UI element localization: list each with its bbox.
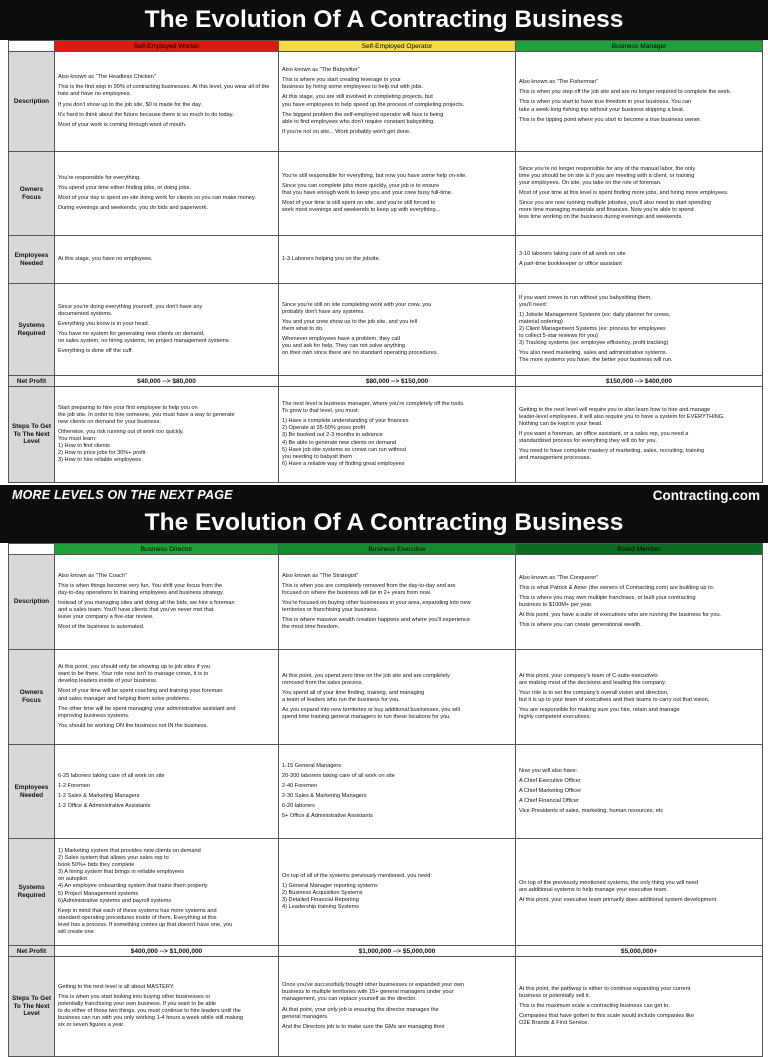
- table-cell: [55, 236, 279, 284]
- cell-paragraph: This is where massive wealth creation happens and where you'll experience the most time freedom.: [282, 617, 470, 631]
- cell-paragraph: Keep in mind that each of these systems has more systems and standard operating procedures inside of them. Everything at this level has a process. If something comes up that doesn't have one, you will create one.: [58, 907, 233, 935]
- cell-paragraph: On top of all of the systems previously mentioned, you need:: [282, 872, 432, 879]
- column-header: Business Director: [55, 544, 279, 555]
- table-cell: [516, 745, 763, 839]
- cell-paragraph: Your role is to set the company's overall vision and direction, but it is up to your team of executives and their teams to carry out that vision.: [519, 689, 710, 703]
- row-label: Systems Required: [9, 839, 55, 946]
- cell-paragraph: At this point, your company's team of C-suite executives are making most of the decisions and leading the company.: [519, 672, 666, 686]
- cell-paragraph: A part-time bookkeeper or office assistant: [519, 261, 622, 267]
- cell-paragraph: You're responsible for everything.: [58, 174, 141, 181]
- cell-paragraph: Everything is done off the cuff.: [58, 348, 134, 355]
- steps-label: Steps To Get To The Next Level: [9, 387, 55, 483]
- column-header: Self-Employed Worker: [55, 41, 279, 52]
- cell-paragraph: The next level is business manager, where you're completely off the tools. To grow to that level, you must:: [282, 401, 465, 415]
- cell-paragraph: Since you're still on site completing work with your crew, you probably don't have any systems.: [282, 301, 432, 315]
- cell-paragraph: As you expand into new territories or buy additional businesses, you will spend time training general managers to run these locations for you.: [282, 707, 460, 721]
- cell-paragraph: You're focused on buying other businesses in your area, expanding into new territories or franchising your business.: [282, 599, 471, 614]
- cell-paragraph: You and your crew show up to the job site, and you tell them what to do.: [282, 318, 418, 332]
- cell-paragraph: At this point, you spend zero time on the job site and are completely removed from the sales process.: [282, 672, 450, 686]
- more-levels-note: MORE LEVELS ON THE NEXT PAGE: [12, 488, 233, 502]
- cell-paragraph: If you don't show up to the job site, $0 is made for the day.: [58, 101, 203, 108]
- cell-paragraph: At this stage, you have no employees.: [58, 255, 153, 262]
- cell-paragraph: Otherwise, you risk running out of work too quickly. You must learn: 1) How to find clients 2) How to price jobs for 30%+ profit 3) How to hire reliable employees: [58, 428, 184, 464]
- footer-bar: [0, 485, 768, 505]
- cell-paragraph: Getting to the next level will require you to also learn how to hire and manage leader-level employees. It will also require you to have a system for EVERYTHING. Nothing can be kept in your head.: [519, 406, 725, 427]
- table-cell: [516, 284, 763, 376]
- table-cell: [279, 839, 516, 946]
- cell-paragraph: Most of the business is automated.: [58, 624, 145, 631]
- cell-paragraph: If you want crews to run without you babysitting them, you'll need:: [519, 294, 652, 308]
- cell-paragraph: This is when you start looking into buying other businesses or potentially franchising your own business. If you want to be able to do either of those two things, you must continue to hire leaders until the business can run with you only working 1-4 hours a week while still making six or seven figures a year.: [58, 993, 243, 1029]
- steps-cell: [516, 387, 763, 483]
- table-cell: [279, 52, 516, 152]
- column-header: Business Manager: [516, 41, 763, 52]
- cell-paragraph: A Chief Marketing Officer: [519, 787, 582, 794]
- table-cell: [516, 839, 763, 946]
- cell-paragraph: Most of your time will be spent coaching and training your foreman and sales manager and helping them solve problems.: [58, 688, 223, 702]
- cell-paragraph: A Chief Financial Officer: [519, 798, 579, 805]
- steps-label: Steps To Get To The Next Level: [9, 957, 55, 1057]
- table-cell: [55, 152, 279, 236]
- cell-paragraph: This is what Patrick & Amer (the owners of Contracting.com) are building up to.: [519, 584, 715, 591]
- net-profit-value: $5,000,000+: [516, 946, 763, 957]
- cell-paragraph: At this point, you have a suite of executives who are running the business for you.: [519, 612, 722, 619]
- levels-table-2: [8, 543, 763, 1057]
- cell-paragraph: If you're not on site... Work probably won't get done.: [282, 128, 411, 135]
- page-title: The Evolution Of A Contracting Business: [0, 0, 768, 40]
- table-cell: [55, 52, 279, 152]
- cell-paragraph: Most of your work is coming through word of mouth.: [58, 121, 187, 128]
- cell-paragraph: 6-20 laborers: [282, 803, 315, 810]
- row-label: Owners Focus: [9, 650, 55, 745]
- table-cell: [55, 745, 279, 839]
- steps-cell: [55, 957, 279, 1057]
- column-header: Board Member: [516, 544, 763, 555]
- cell-paragraph: On top of the previously mentioned systems, the only thing you will need are additional systems to help manage your executive team.: [519, 879, 699, 893]
- row-label: Employees Needed: [9, 745, 55, 839]
- table-cell: [279, 555, 516, 650]
- row-label: Systems Required: [9, 284, 55, 376]
- levels-table: [8, 40, 763, 483]
- cell-paragraph: You should be working ON the business not IN the business.: [58, 722, 208, 729]
- table-cell: [55, 839, 279, 946]
- table-cell: [516, 555, 763, 650]
- row-label: Description: [9, 52, 55, 152]
- level-sheet-page-2: [0, 503, 768, 1030]
- cell-paragraph: You also need marketing, sales and administrative systems. The more systems you have, the better your business will run.: [519, 350, 673, 364]
- cell-paragraph: Getting to the next level is all about MASTERY.: [58, 983, 175, 990]
- net-profit-label: Net Profit: [9, 946, 55, 957]
- cell-paragraph: If you want a foreman, an office assistant, or a sales rep, you need a standardized process for everything they will do for you.: [519, 430, 689, 445]
- brand-name: Contracting.com: [652, 487, 760, 503]
- page-title-2: The Evolution Of A Contracting Business: [0, 503, 768, 543]
- table-cell: [55, 284, 279, 376]
- cell-paragraph: Also known as "The Strategist": [282, 572, 359, 579]
- cell-paragraph: The other time will be spent managing your administrative assistant and improving business systems.: [58, 705, 236, 719]
- cell-paragraph: This is where you may own multiple franchises, or built your contracting business to $100M+ per year.: [519, 594, 696, 608]
- cell-paragraph: 20-300 laborers taking care of all work on site: [282, 772, 395, 779]
- table-cell: [279, 745, 516, 839]
- table-cell: [516, 152, 763, 236]
- cell-paragraph: This is when you start to have true freedom in your business. You can take a week-long fishing trip without your business skipping a beat.: [519, 99, 692, 113]
- cell-paragraph: Once you've successfully bought other businesses or expanded your own business to multiple territories with 15+ general managers under your management, you can replace yourself as the director.: [282, 982, 465, 1003]
- cell-paragraph: Also known as "The Fisherman": [519, 79, 599, 86]
- cell-paragraph: Also known as "The Conquerer": [519, 574, 599, 581]
- cell-paragraph: You need to have complete mastery of marketing, sales, recruiting, training and management processes.: [519, 448, 705, 462]
- cell-paragraph: Since you are now running multiple jobsites, you'll also need to start spending more time managing materials and finances. Now you're able to spend less time working on the business during evenings and weekends.: [519, 200, 711, 221]
- cell-paragraph: 1-2 Office & Administrative Assistants: [58, 803, 151, 810]
- cell-paragraph: You're still responsible for everything, but now you have some help on-site.: [282, 172, 467, 179]
- table-cell: [516, 650, 763, 745]
- row-label: Owners Focus: [9, 152, 55, 236]
- cell-paragraph: Also known as "The Coach": [58, 572, 127, 579]
- steps-cell: [279, 387, 516, 483]
- cell-paragraph: Companies that have gotten to this scale would include companies like O2E Brands & First Service.: [519, 1013, 695, 1027]
- cell-paragraph: 1) General Manager reporting systems 2) Business Acquisition Systems 3) Detailed Financial Reporting 4) Leadership training Systems: [282, 882, 378, 911]
- cell-paragraph: At that point, your only job is ensuring the director manages the general managers.: [282, 1006, 439, 1020]
- cell-paragraph: 1-2 Foremen: [58, 782, 91, 789]
- table-cell: [279, 650, 516, 745]
- cell-paragraph: It's hard to think about the future because there is so much to do today.: [58, 111, 234, 118]
- cell-paragraph: This is where you start creating leverage in your business by hiring some employees to help out with jobs.: [282, 77, 424, 91]
- table-cell: [55, 650, 279, 745]
- cell-paragraph: At this point, you should only be showing up to job sites if you want to be there. Your role now isn't to manage crews, it is to develop leaders inside of your business.: [58, 664, 211, 685]
- net-profit-value: $150,000 --> $400,000: [516, 376, 763, 387]
- table-cell: [279, 284, 516, 376]
- steps-cell: [516, 957, 763, 1057]
- steps-cell: [279, 957, 516, 1057]
- cell-paragraph: Instead of you managing sites and doing all the bids, we hire a foreman and a sales team. You'll have clients that you've never met that leave your company a five-star review.: [58, 599, 235, 621]
- cell-paragraph: 1-2 Sales & Marketing Managers: [58, 793, 140, 799]
- cell-paragraph: This is when things become very fun. You shift your focus from the day-to-day operations to training employees and business strategy.: [58, 582, 224, 596]
- cell-paragraph: This is the tipping point where you start to become a true business owner.: [519, 116, 702, 123]
- cell-paragraph: Now you will also have:: [519, 767, 578, 774]
- cell-paragraph: A Chief Executive Officer: [519, 777, 581, 784]
- cell-paragraph: The biggest problem the self-employed operator will face is being able to find employees who don't require constant babysitting.: [282, 111, 444, 125]
- table-cell: [516, 236, 763, 284]
- column-header: Business Executive: [279, 544, 516, 555]
- cell-paragraph: 6-25 laborers taking care of all work on site: [58, 772, 165, 779]
- cell-paragraph: Most of your time is still spent on site, and you're still forced to work most evenings and weekends to keep up with everything...: [282, 200, 441, 214]
- cell-paragraph: 2-40 Foremen: [282, 782, 318, 789]
- cell-paragraph: This is where you can create generational wealth.: [519, 622, 642, 629]
- cell-paragraph: You are responsible for making sure you hire, retain and manage highly competent executives.: [519, 707, 680, 721]
- table-cell: [516, 52, 763, 152]
- cell-paragraph: 1) Jobsite Management Systems (ex: daily planner for crews, material ordering) 2) Client Management Systems (ex: process for employees to collect 5-star reviews for you) 3) Tracking systems (ex: employee efficiency, profit tracking): [519, 311, 671, 347]
- cell-paragraph: Most of your time at this level is spent finding more jobs, and hiring more employees.: [519, 189, 729, 196]
- cell-paragraph: Start preparing to hire your first employee to help you on the job site. In order to hire someone, you must have a way to generate new clients on demand for your business.: [58, 404, 235, 425]
- cell-paragraph: At this point, your executive team primarily does additional system development.: [519, 897, 718, 904]
- cell-paragraph: At this point, the pathway is either to continue expanding your current business or potentially sell it.: [519, 985, 691, 999]
- cell-paragraph: Everything you know is in your head.: [58, 320, 150, 327]
- net-profit-value: $80,000 --> $150,000: [279, 376, 516, 387]
- cell-paragraph: 1-3 Laborers helping you on the jobsite.: [282, 255, 381, 262]
- cell-paragraph: You have no system for generating new clients on demand, no sales system, no hiring systems, no project management systems.: [58, 331, 231, 345]
- table-cell: [279, 236, 516, 284]
- row-label: Description: [9, 555, 55, 650]
- column-header: Self-Employed Operator: [279, 41, 516, 52]
- cell-paragraph: 1) Have a complete understanding of your finances 2) Operate at 35-50% gross profit 3) Be booked out 2-3 months in advance 4) Be able to generate new clients on demand 5) Have job site systems so crews can run without you needing to babysit them 6) Have a reliable way of finding great employees: [282, 418, 409, 467]
- net-profit-value: $1,000,000 --> $5,000,000: [279, 946, 516, 957]
- cell-paragraph: You spend all of your time finding, training, and managing a team of leaders who run the business for you.: [282, 689, 425, 703]
- cell-paragraph: 5+ Office & Administrative Assistants: [282, 813, 373, 820]
- cell-paragraph: Since you can complete jobs more quickly, your job is to ensure that you have enough work to keep you and your crew busy full-time.: [282, 182, 453, 196]
- cell-paragraph: This is when you are completely removed from the day-to-day and are focused on where the business will be in 2+ years from now.: [282, 582, 456, 596]
- cell-paragraph: 3-10 laborers taking care of all work on site: [519, 250, 626, 257]
- cell-paragraph: This is the maximum scale a contracting business can get to.: [519, 1002, 670, 1009]
- cell-paragraph: 1) Marketing system that provides new clients on demand 2) Sales system that allows your sales rep to book 50%+ bids they complete 3) A hiring system that brings in reliable employees on autopilot 4) An employee onboarding system that trains them properly 5) Project Management systems 6)Administrative systems and payroll systems: [58, 848, 208, 904]
- cell-paragraph: And the Directors job is to make sure the GMs are managing their: [282, 1023, 445, 1030]
- cell-paragraph: 1-15 General Managers: [282, 762, 342, 769]
- cell-paragraph: Vice Presidents of sales, marketing, human resources, etc: [519, 808, 664, 815]
- cell-paragraph: This is the first step in 99% of contracting businesses. At this level, you wear all of the hats and have no employees.: [58, 84, 270, 98]
- cell-paragraph: Also known as "The Headless Chicken": [58, 74, 156, 81]
- header-corner: [9, 544, 55, 555]
- cell-paragraph: Whenever employees have a problem, they call you and ask for help. They can not solve anything on their own since there are no standard operating procedures.: [282, 336, 439, 357]
- level-sheet-page-1: [0, 0, 768, 503]
- header-corner: [9, 41, 55, 52]
- row-label: Employees Needed: [9, 236, 55, 284]
- table-cell: [279, 152, 516, 236]
- cell-paragraph: You spend your time either finding jobs, or doing jobs.: [58, 184, 191, 191]
- table-cell: [55, 555, 279, 650]
- cell-paragraph: 2-30 Sales & Marketing Managers: [282, 793, 367, 799]
- cell-paragraph: Since you're doing everything yourself, you don't have any documented systems.: [58, 303, 203, 317]
- cell-paragraph: Since you're no longer responsible for any of the manual labor, the only time you should be on site is if you are meeting with a client, or training your employees. On site, you take on the role of foreman.: [519, 165, 696, 186]
- net-profit-label: Net Profit: [9, 376, 55, 387]
- cell-paragraph: This is when you step off the job site and are no longer required to complete the work.: [519, 89, 732, 96]
- cell-paragraph: Also known as "The Babysitter": [282, 67, 360, 74]
- cell-paragraph: During evenings and weekends, you do bids and paperwork.: [58, 205, 208, 212]
- net-profit-value: $40,000 --> $80,000: [55, 376, 279, 387]
- cell-paragraph: At this stage, you are still involved in completing projects, but you have employees to help speed up the process of completing projects.: [282, 94, 465, 108]
- net-profit-value: $400,000 --> $1,000,000: [55, 946, 279, 957]
- steps-cell: [55, 387, 279, 483]
- cell-paragraph: Most of your day is spent on-site doing work for clients so you can make money.: [58, 195, 256, 201]
